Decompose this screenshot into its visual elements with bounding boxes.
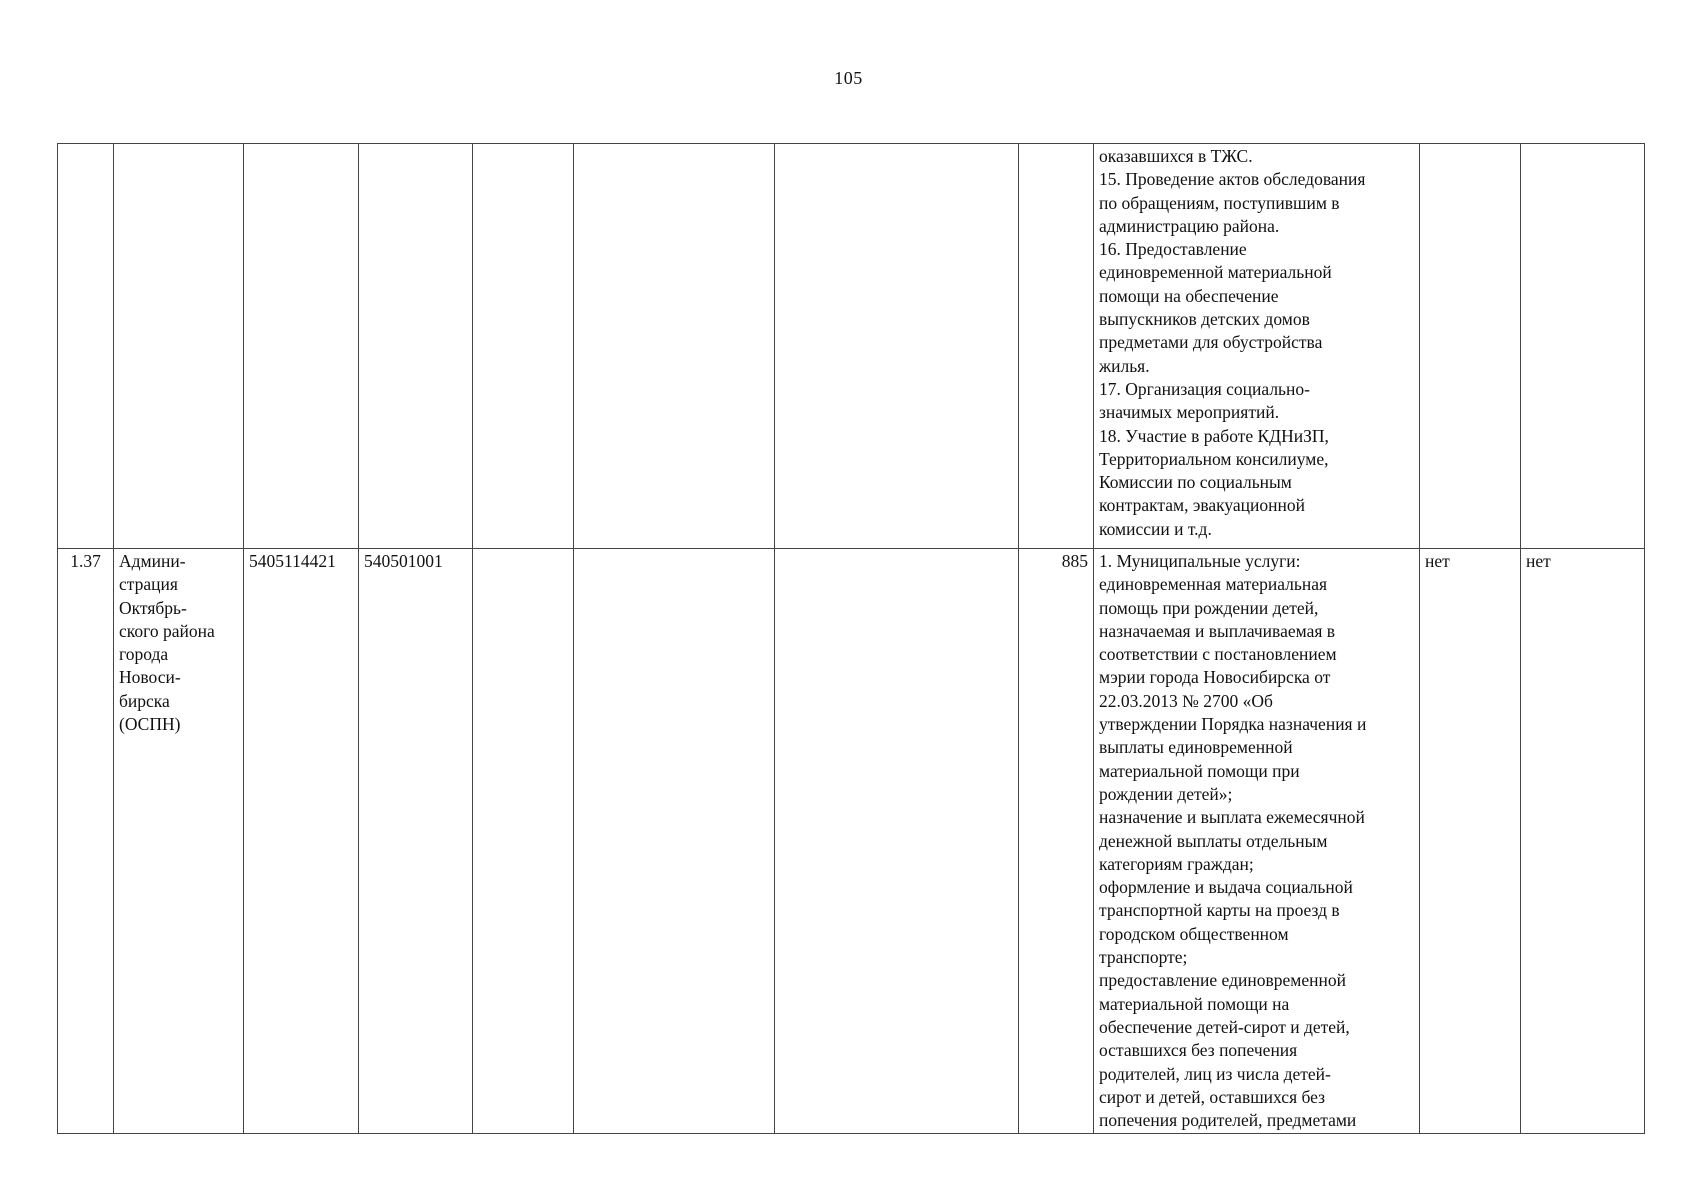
cell-number (58, 144, 114, 549)
cell-count (1019, 144, 1094, 549)
table-row-continuation (58, 144, 1645, 549)
cell-empty-5 (473, 144, 574, 549)
registry-table (57, 143, 1645, 1134)
page-number: 105 (834, 68, 863, 88)
cell-yes-no-1: нет (1420, 549, 1521, 1134)
cell-inn: 5405114421 (244, 549, 359, 1134)
cell-empty-7 (775, 549, 1019, 1134)
cell-yes-no-1 (1420, 144, 1521, 549)
cell-kpp (359, 144, 473, 549)
cell-empty-7 (775, 144, 1019, 549)
table-row (58, 549, 1645, 1134)
cell-activities: оказавшихся в ТЖС. 15. Проведение актов обследования по обращениям, поступившим в администрацию района. 16. Предоставление единовременной материальной помощи на обеспечение выпускников детских домов предметами для обустройства жилья. 17. Организация социально- значимых мероприятий. 18. Участие в работе КДНиЗП, Территориальном консилиуме, Комиссии по социальным контрактам, эвакуационной комиссии и т.д. (1094, 144, 1420, 549)
cell-empty-5 (473, 549, 574, 1134)
cell-inn (244, 144, 359, 549)
cell-yes-no-2: нет (1521, 549, 1645, 1134)
cell-count: 885 (1019, 549, 1094, 1134)
cell-yes-no-2 (1521, 144, 1645, 549)
cell-number: 1.37 (58, 549, 114, 1134)
cell-activities: 1. Муниципальные услуги: единовременная материальная помощь при рождении детей, назначаемая и выплачиваемая в соответствии с постановлением мэрии города Новосибирска от 22.03.2013 № 2700 «Об утверждении Порядка назначения и выплаты единовременной материальной помощи при рождении детей»; назначение и выплата ежемесячной денежной выплаты отдельным категориям граждан; оформление и выдача социальной транспортной карты на проезд в городском общественном транспорте; предоставление единовременной материальной помощи на обеспечение детей-сирот и детей, оставшихся без попечения родителей, лиц из числа детей- сирот и детей, оставшихся без попечения родителей, предметами (1094, 549, 1420, 1134)
cell-name: Админи- страция Октябрь- ского района города Новоси- бирска (ОСПН) (114, 549, 244, 1134)
cell-empty-6 (574, 144, 775, 549)
cell-name (114, 144, 244, 549)
cell-kpp: 540501001 (359, 549, 473, 1134)
cell-empty-6 (574, 549, 775, 1134)
